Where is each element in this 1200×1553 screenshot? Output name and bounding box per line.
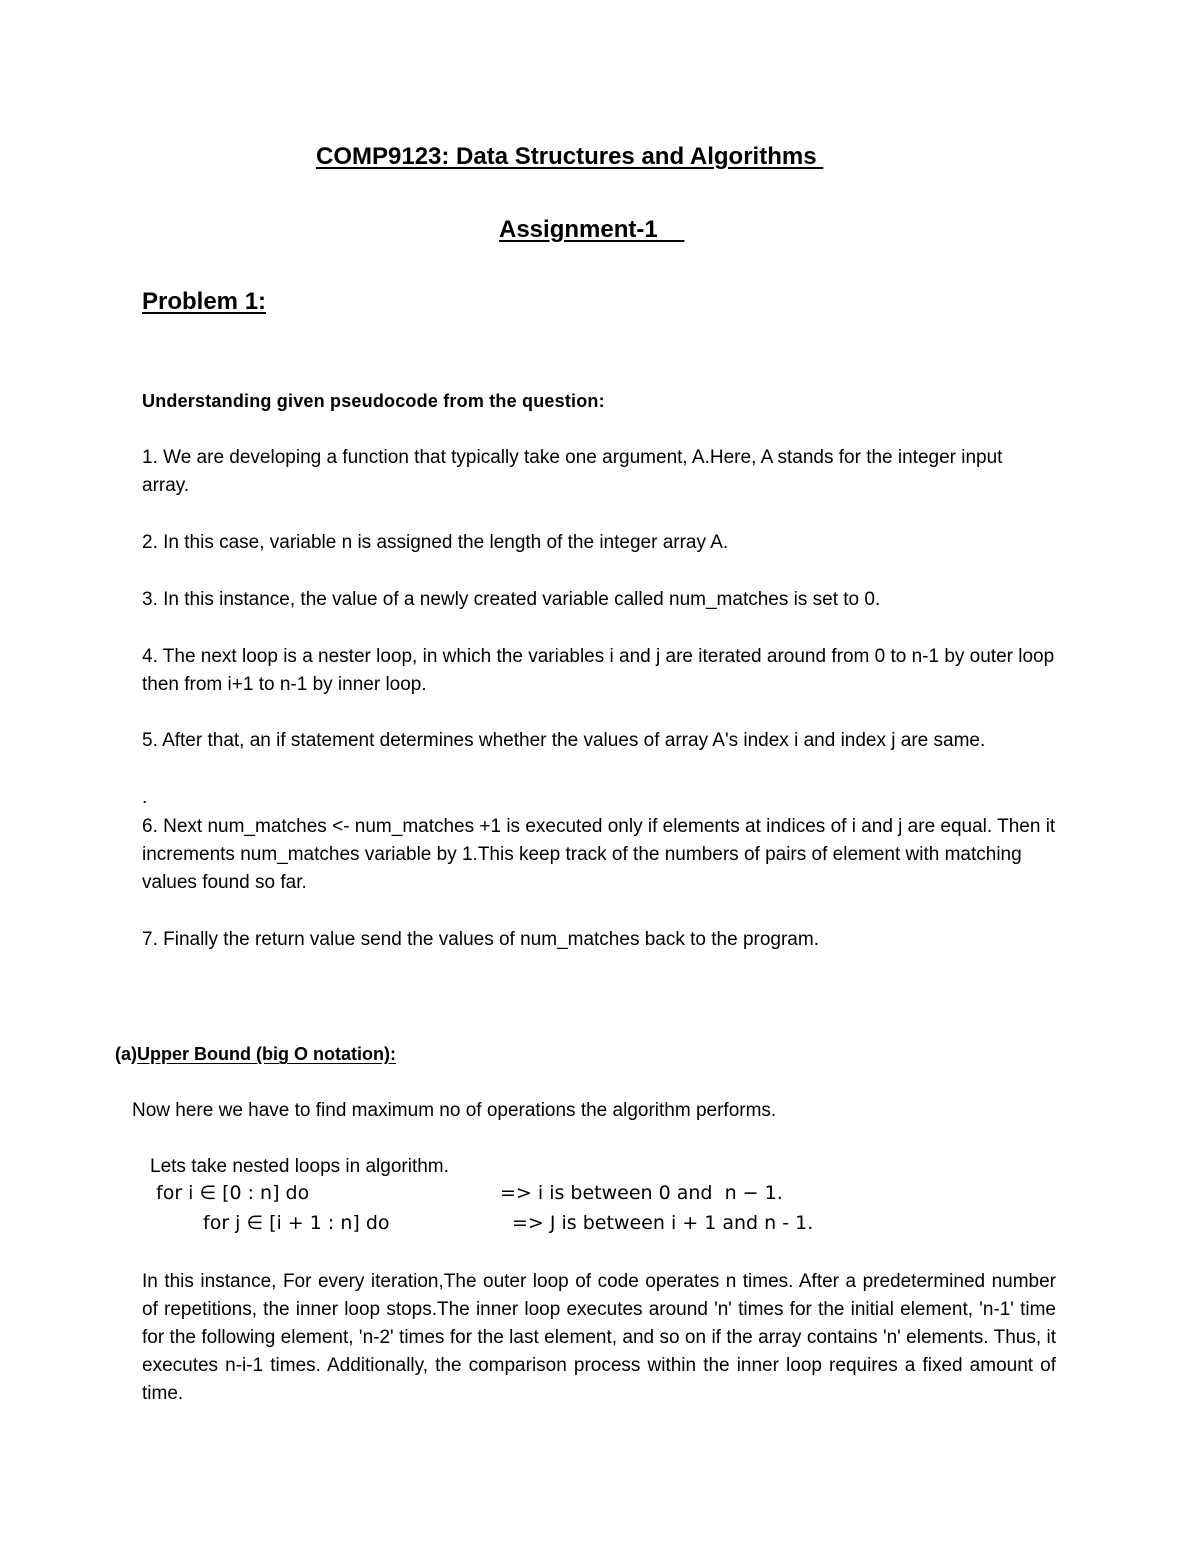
loop-outer: for i ∈ [0 : n] do	[156, 1182, 310, 1204]
understanding-heading: Understanding given pseudocode from the question:	[142, 391, 605, 411]
point-2: 2. In this case, variable n is assigned the length of the integer array A.	[142, 532, 729, 553]
loops-intro: Lets take nested loops in algorithm.	[150, 1156, 449, 1177]
part-a-prefix: (a)	[115, 1044, 137, 1064]
point-6: 6. Next num_matches <- num_matches +1 is executed only if elements at indices of i and j are equal. Then it increments num_matches variable by 1.This keep track of the numbers of pairs of element with matching values found so far.	[142, 816, 1056, 893]
problem-heading: Problem 1:	[142, 288, 267, 315]
point-3: 3. In this instance, the value of a newly created variable called num_matches is set to 0.	[142, 589, 881, 610]
loop-inner: for j ∈ [i + 1 : n] do	[203, 1212, 390, 1234]
point-7: 7. Finally the return value send the values of num_matches back to the program.	[142, 929, 819, 950]
analysis-paragraph: In this instance, For every iteration,The outer loop of code operates n times. After a predetermined number of repetitions, the inner loop stops.The inner loop executes around 'n' times for the initial element, 'n-1' time for the following element, 'n-2' times for the last element, and so on if the array contains 'n' elements. Thus, it executes n-i-1 times. Additionally, the comparison process within the inner loop requires a fixed amount of time.	[142, 1271, 1056, 1404]
part-a-title: Upper Bound (big O notation):	[137, 1044, 396, 1064]
point-5: 5. After that, an if statement determines whether the values of array A's index i and index j are same.	[142, 730, 986, 751]
point-dot: .	[142, 787, 148, 808]
assignment-title: Assignment-1	[499, 216, 685, 243]
part-a-intro: Now here we have to find maximum no of operations the algorithm performs.	[132, 1100, 777, 1121]
course-title: COMP9123: Data Structures and Algorithms	[316, 143, 824, 170]
loop-outer-note: => i is between 0 and n − 1.	[500, 1182, 783, 1204]
part-a-heading	[115, 1044, 396, 1065]
loop-inner-note: => J is between i + 1 and n - 1.	[512, 1212, 814, 1234]
point-1: 1. We are developing a function that typically take one argument, A.Here, A stands for the integer input array.	[142, 447, 1003, 496]
point-4: 4. The next loop is a nester loop, in which the variables i and j are iterated around from 0 to n-1 by outer loop then from i+1 to n-1 by inner loop.	[142, 646, 1055, 695]
